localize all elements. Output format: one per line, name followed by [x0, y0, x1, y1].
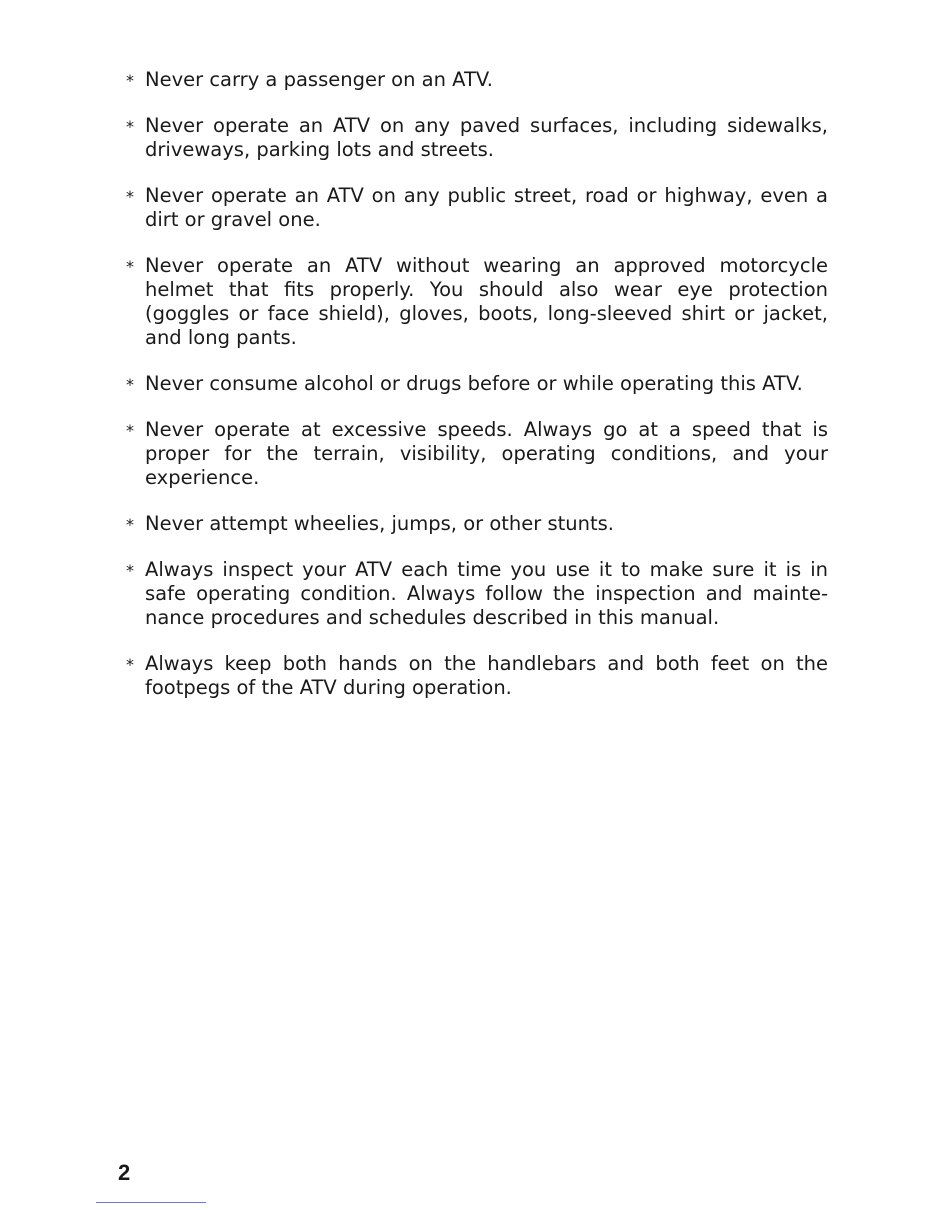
list-item-text: Never operate an ATV on any public street, road or highway, even a dirt or gravel one. — [145, 184, 828, 231]
list-item — [126, 512, 828, 536]
list-item-text: Never operate at excessive speeds. Always go at a speed that is proper for the terrain, visibility, operating conditions, and your experience. — [145, 418, 828, 489]
bullet-asterisk-icon: * — [126, 71, 134, 90]
list-item-text: Never attempt wheelies, jumps, or other stunts. — [145, 512, 615, 535]
list-item-text: Never carry a passenger on an ATV. — [145, 68, 493, 91]
bullet-asterisk-icon: * — [126, 187, 134, 206]
list-item — [126, 418, 828, 490]
list-item — [126, 114, 828, 162]
bullet-asterisk-icon: * — [126, 421, 134, 440]
list-item — [126, 558, 828, 630]
bullet-asterisk-icon: * — [126, 561, 134, 580]
list-item — [126, 184, 828, 232]
footer-rule — [96, 1202, 206, 1203]
bullet-asterisk-icon: * — [126, 257, 134, 276]
safety-rules-list — [126, 68, 828, 722]
bullet-asterisk-icon: * — [126, 117, 134, 136]
bullet-asterisk-icon: * — [126, 375, 134, 394]
bullet-asterisk-icon: * — [126, 655, 134, 674]
list-item-text: Never consume alcohol or drugs before or while operating this ATV. — [145, 372, 803, 395]
list-item-text: Always inspect your ATV each time you use it to make sure it is in safe operating condition. Always follow the inspection and maintenance procedures and schedules described in this manual. — [145, 558, 828, 629]
list-item — [126, 652, 828, 700]
bullet-asterisk-icon: * — [126, 515, 134, 534]
page-number: 2 — [118, 1160, 131, 1185]
list-item — [126, 68, 828, 92]
list-item-text: Never operate an ATV on any paved surfaces, including sidewalks, driveways, parking lots and streets. — [145, 114, 828, 161]
list-item — [126, 372, 828, 396]
list-item-text: Always keep both hands on the handlebars and both feet on the footpegs of the ATV during operation. — [145, 652, 828, 699]
list-item — [126, 254, 828, 350]
list-item-text: Never operate an ATV without wearing an approved motorcycle helmet that fits properly. You should also wear eye protection (goggles or face shield), gloves, boots, long-sleeved shirt or jacket, and long pants. — [145, 254, 828, 349]
